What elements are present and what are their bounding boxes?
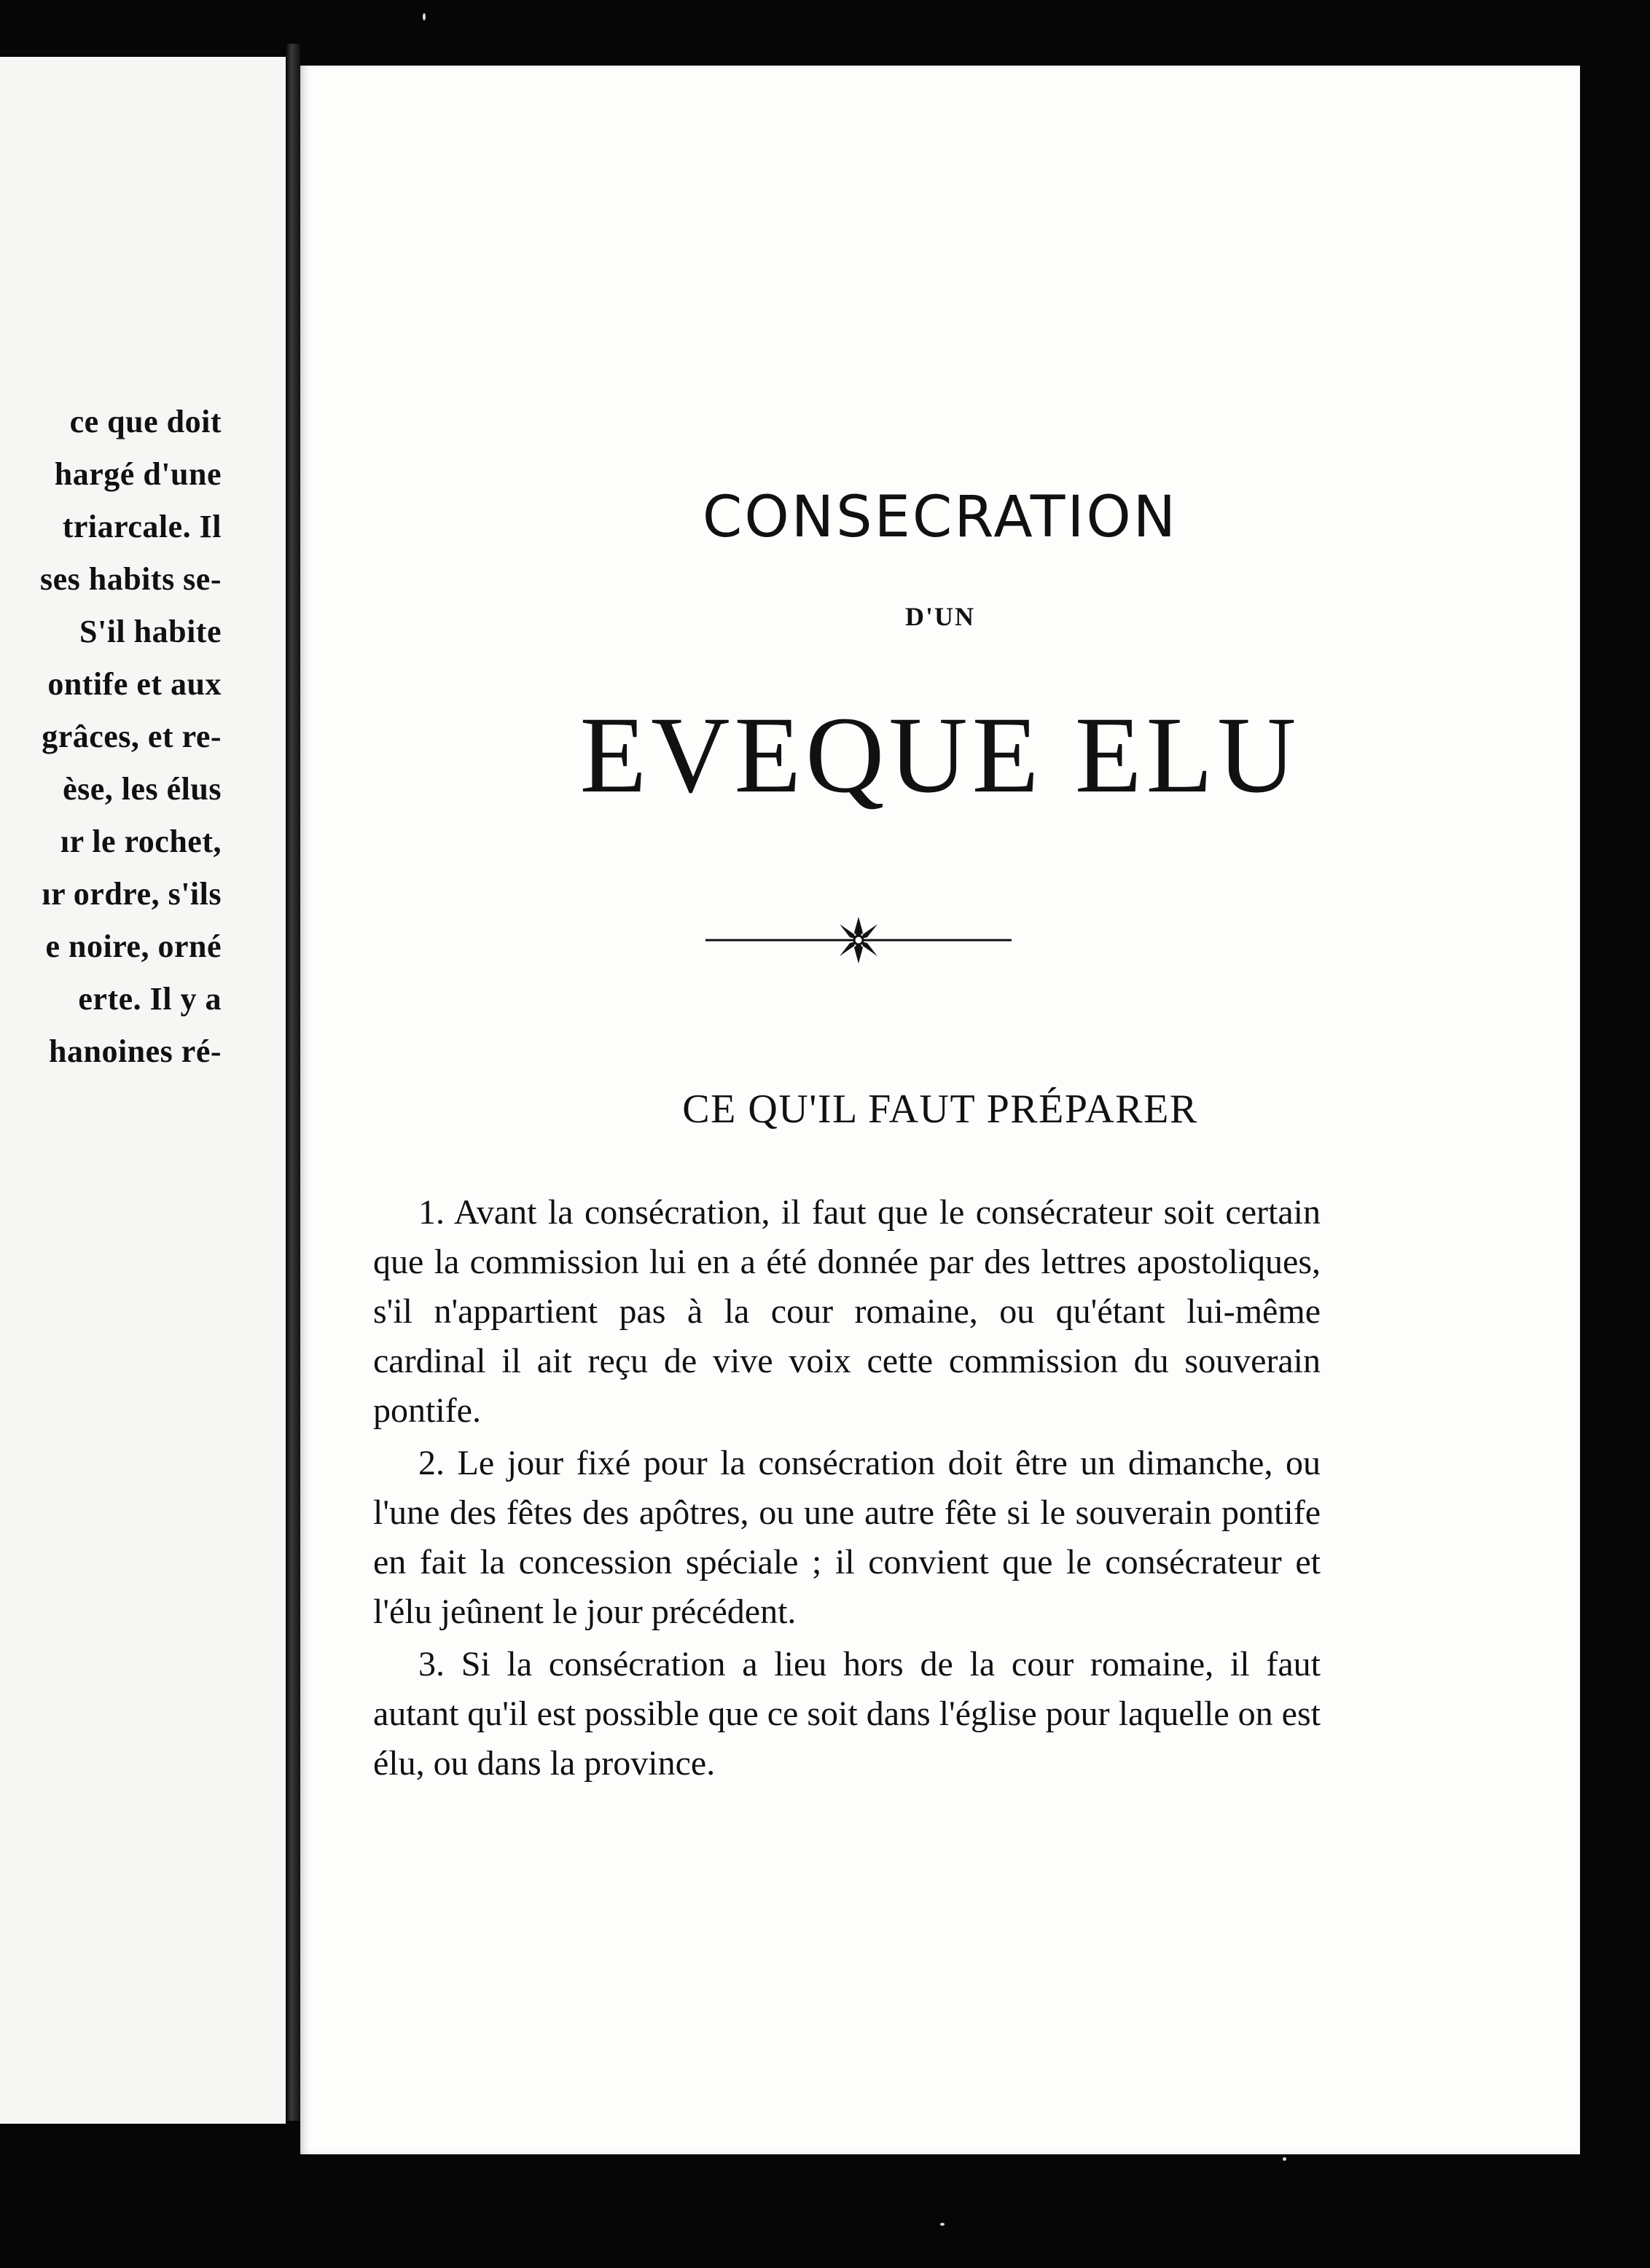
- left-page-line: ır ordre, s'ils: [42, 876, 222, 912]
- paragraph-3: 3. Si la consécration a lieu hors de la cour romaine, il faut autant qu'il est possible que ce soit dans l'église pour laquelle on est élu, ou dans la province.: [373, 1645, 1321, 1783]
- right-page: [300, 66, 1580, 2154]
- left-page-line: e noire, orné: [45, 928, 222, 964]
- left-page-line: S'il habite: [79, 614, 222, 649]
- title-eveque-elu: EVEQUE ELU: [579, 695, 1301, 816]
- left-page-line: grâces, et re-: [42, 719, 222, 754]
- ornament-divider: [698, 896, 1019, 984]
- scan-speck: [1283, 2157, 1286, 2161]
- book-gutter: [286, 44, 300, 2121]
- body-text: [373, 1188, 1321, 1791]
- left-page: [0, 57, 286, 2124]
- left-page-line: ses habits se-: [39, 561, 222, 597]
- left-page-line: hargé d'une: [54, 456, 222, 492]
- paragraph-1: 1. Avant la consécration, il faut que le consécrateur soit certain que la commission lui en a été donnée par des lettres apostoliques, s'il n'appartient pas à la cour romaine, ou qu'étant lui-même cardinal il ait reçu de vive voix cette commission du souverain pontife.: [373, 1193, 1321, 1430]
- left-page-line: ce que doit: [69, 404, 222, 439]
- left-page-line: ır le rochet,: [60, 824, 222, 859]
- scan-speck: [423, 13, 426, 20]
- left-page-line: ontife et aux: [47, 666, 222, 702]
- left-page-line: triarcale. Il: [62, 509, 222, 544]
- title-consecration: CONSECRATION: [702, 485, 1178, 550]
- left-page-line: èse, les élus: [63, 771, 222, 807]
- paragraph-2: 2. Le jour fixé pour la consécration doit être un dimanche, ou l'une des fêtes des apôtres, ou une autre fête si le souverain pontife en fait la concession spéciale ; il convient que le consécrateur et l'élu jeûnent le jour précédent.: [373, 1444, 1321, 1631]
- left-page-line: erte. Il y a: [78, 981, 222, 1017]
- title-dun: D'UN: [905, 602, 975, 631]
- left-page-line: hanoines ré-: [49, 1033, 222, 1069]
- scan-speck: [940, 2223, 945, 2226]
- section-heading: CE QU'IL FAUT PRÉPARER: [682, 1087, 1198, 1132]
